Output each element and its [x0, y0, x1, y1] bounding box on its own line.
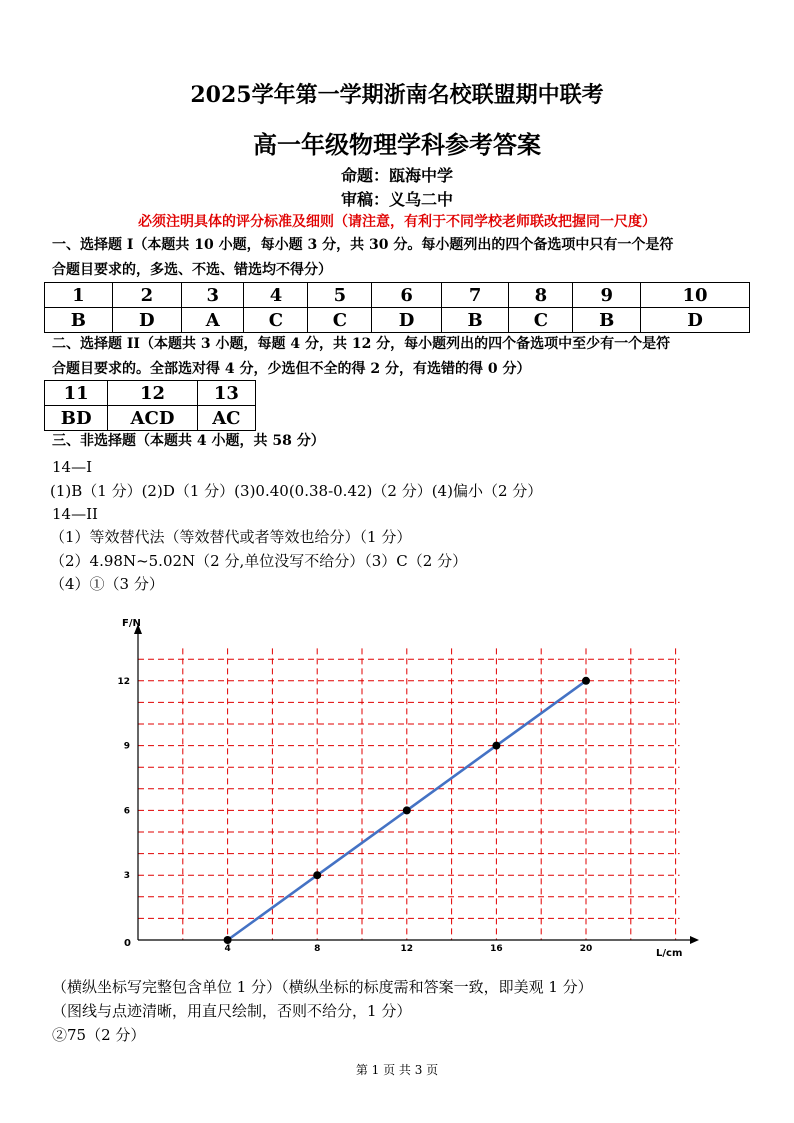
section3-heading: 三、非选择题（本题共 4 小题，共 58 分） [52, 433, 325, 449]
y-tick-label: 12 [117, 676, 130, 687]
answer-table-2-answers [45, 406, 256, 431]
answer-line: （4）①（3 分） [50, 575, 164, 593]
data-point [313, 871, 321, 879]
question-number: 11 [45, 381, 108, 406]
x-axis-label: L/cm [656, 948, 683, 959]
y-axis-label: F/N [122, 618, 141, 629]
question-number: 7 [441, 283, 509, 308]
section2-line1: 二、选择题 II（本题共 3 小题，每题 4 分，共 12 分，每小题列出的四个备选项中至少有一个是符 [52, 336, 671, 352]
section2-heading [52, 332, 670, 382]
question-number: 13 [197, 381, 255, 406]
document-title: 2025学年第一学期浙南名校联盟期中联考 [190, 82, 604, 108]
grading-note: 必须注明具体的评分标准及细则（请注意，有利于不同学校老师联改把握同一尺度） [138, 214, 656, 230]
data-point [492, 742, 500, 750]
answer-table-1-numbers [45, 283, 750, 308]
scoring-comment: （图线与点迹清晰，用直尺绘制，否则不给分，1 分） [52, 1002, 412, 1020]
origin-label: 0 [124, 938, 131, 949]
answer-cell: B [573, 308, 641, 333]
section1-line1: 一、选择题 I（本题共 10 小题，每小题 3 分，共 30 分。每小题列出的四个备选项中只有一个是符 [52, 237, 674, 253]
answer-cell: A [182, 308, 244, 333]
answer-table-2-numbers [45, 381, 256, 406]
answer-line: （1）等效替代法（等效替代或者等效也给分）（1 分） [50, 528, 412, 546]
answer-cell: D [372, 308, 441, 333]
question-number: 3 [182, 283, 244, 308]
answer-line: 14—II [52, 505, 98, 523]
y-tick-label: 6 [123, 806, 130, 817]
document-subtitle: 高一年级物理学科参考答案 [253, 130, 541, 159]
data-point [224, 936, 232, 944]
x-axis-arrow [690, 936, 699, 944]
question-number: 10 [641, 283, 750, 308]
data-point [582, 677, 590, 685]
scoring-comment: （横纵坐标写完整包含单位 1 分）（横纵坐标的标度需和答案一致，即美观 1 分） [52, 978, 593, 996]
x-tick-label: 8 [314, 944, 321, 954]
question-number: 12 [108, 381, 197, 406]
answer-cell: C [509, 308, 573, 333]
x-tick-label: 16 [490, 944, 503, 954]
answer-line: （2）4.98N~5.02N（2 分,单位没写不给分）（3）C（2 分） [50, 552, 468, 570]
answer-cell: D [641, 308, 750, 333]
answer-table-1 [44, 282, 750, 333]
chart-ticks [117, 677, 592, 954]
x-tick-label: 20 [579, 944, 593, 954]
question-number: 6 [372, 283, 441, 308]
answer-cell: C [244, 308, 308, 333]
force-length-chart [110, 610, 700, 970]
section1-heading [52, 233, 673, 283]
answer-cell: BD [45, 406, 108, 431]
answer-cell: ACD [108, 406, 197, 431]
question-number: 4 [244, 283, 308, 308]
reviewer-line: 审稿：义乌二中 [340, 190, 453, 209]
answer-cell: C [308, 308, 372, 333]
answer-table-1-answers [45, 308, 750, 333]
author-line: 命题：瓯海中学 [340, 166, 453, 185]
question-number: 5 [308, 283, 372, 308]
chart-grid [138, 648, 680, 940]
section1-line2: 合题目要求的，多选、不选、错选均不得分） [52, 262, 332, 278]
data-point [403, 806, 411, 814]
y-tick-label: 3 [123, 871, 130, 882]
question-number: 8 [509, 283, 573, 308]
answer-cell: AC [197, 406, 255, 431]
answer-cell: B [45, 308, 113, 333]
answer-cell: D [112, 308, 181, 333]
answer-line: ②75（2 分） [52, 1026, 146, 1044]
question-number: 2 [112, 283, 181, 308]
question-number: 1 [45, 283, 113, 308]
answer-line: 14—I [52, 458, 93, 476]
x-tick-label: 4 [224, 944, 231, 954]
x-tick-label: 12 [400, 944, 414, 954]
answer-cell: B [441, 308, 509, 333]
section2-line2: 合题目要求的。全部选对得 4 分，少选但不全的得 2 分，有选错的得 0 分） [52, 361, 531, 377]
answer-table-2 [44, 380, 256, 431]
question-number: 9 [573, 283, 641, 308]
y-tick-label: 9 [123, 741, 130, 752]
answer-line: (1)B（1 分）(2)D（1 分）(3)0.40(0.38-0.42)（2 分）(4)偏小（2 分） [50, 482, 543, 500]
page-footer: 第 1 页 共 3 页 [355, 1063, 439, 1077]
